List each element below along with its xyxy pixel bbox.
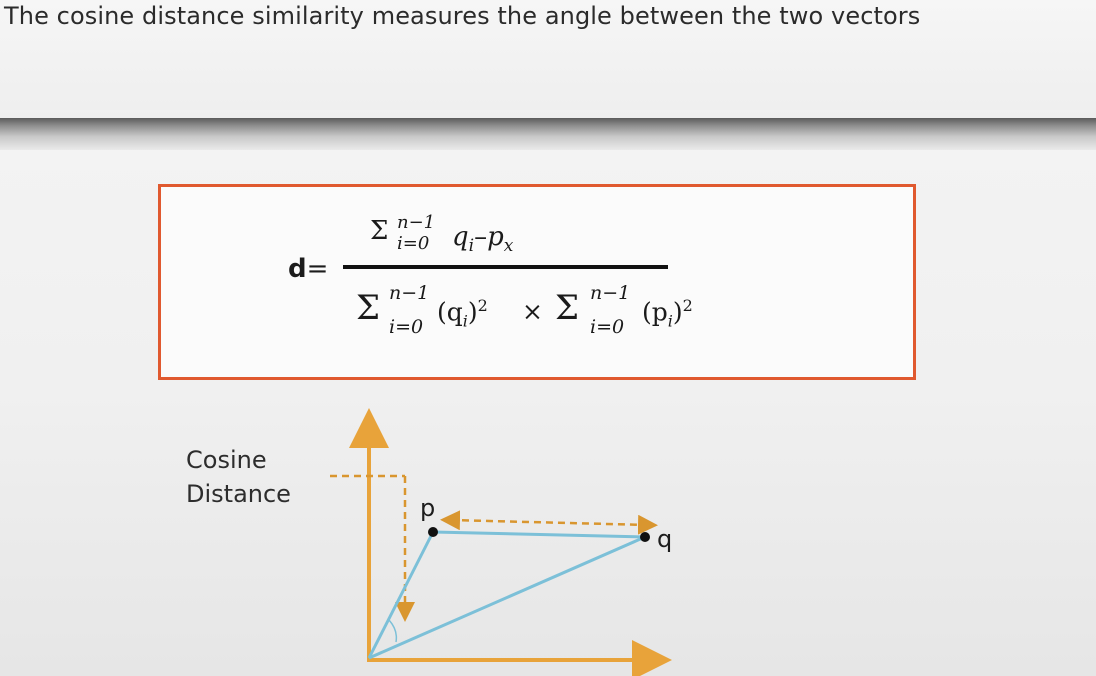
numerator-p: p (487, 222, 504, 252)
denominator-q-sub: i (462, 311, 468, 331)
point-p-label: p (420, 494, 436, 522)
numerator-minus: – (474, 222, 488, 252)
denominator-lower-2: i=0 (590, 316, 625, 338)
denominator-lower-1: i=0 (389, 316, 424, 338)
formula-d: d (288, 254, 307, 284)
denominator-p: (p (642, 297, 668, 327)
formula-equals: = (306, 254, 329, 284)
numerator-q: q (452, 222, 469, 252)
denominator-q-close: ) (467, 297, 478, 327)
denominator-sigma-2: Σ (555, 288, 580, 328)
numerator-p-sub: x (503, 236, 514, 257)
point-q (640, 532, 650, 542)
angle-arc (389, 620, 396, 642)
numerator-sigma: Σ (370, 216, 389, 246)
numerator-q-sub: i (468, 236, 475, 257)
p-q-distance-arrow (450, 520, 648, 525)
denominator-p-close: ) (672, 297, 683, 327)
slide-title: The cosine distance similarity measures the angle between the two vectors (4, 2, 921, 30)
y-axis-label-line-1: Cosine (186, 446, 267, 474)
denominator-exp-2: 2 (682, 296, 693, 315)
times-sign: × (522, 297, 543, 326)
vector-p (369, 532, 433, 658)
p-q-connector (433, 532, 645, 537)
numerator-upper-limit: n−1 (397, 212, 436, 233)
denominator-exp-1: 2 (477, 296, 488, 315)
denominator-upper-1: n−1 (389, 282, 430, 304)
vector-q (369, 537, 645, 658)
denominator-upper-2: n−1 (590, 282, 631, 304)
numerator-lower-limit: i=0 (397, 233, 430, 254)
denominator-p-sub: i (667, 311, 673, 331)
point-q-label: q (657, 525, 673, 553)
denominator-q: (q (437, 297, 463, 327)
point-p (428, 527, 438, 537)
y-axis-label-line-2: Distance (186, 480, 291, 508)
denominator-sigma-1: Σ (356, 288, 381, 328)
